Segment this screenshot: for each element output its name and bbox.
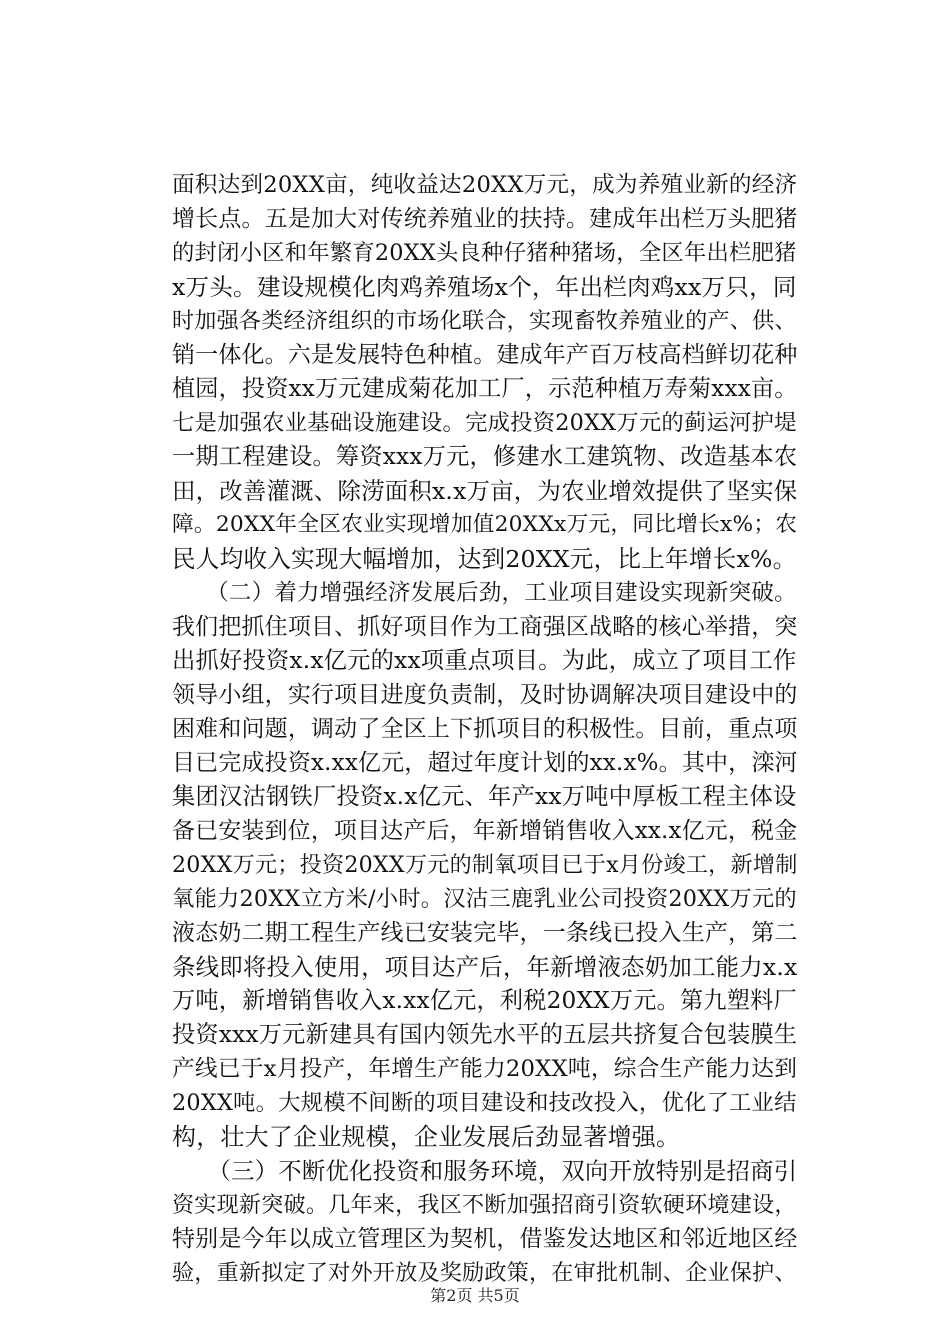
text-line: （三）不断优化投资和服务环境，双向开放特别是招商引 (172, 1157, 798, 1185)
text-line: 产线已于x月投产，年增生产能力20XX吨，综合生产能力达到 (172, 1056, 798, 1082)
text-line: 构，壮大了企业规模，企业发展后劲显著增强。 (172, 1123, 681, 1151)
text-line: 资实现新突破。几年来，我区不断加强招商引资软硬环境建设， (172, 1192, 797, 1218)
text-line: 七是加强农业基础设施建设。完成投资20XX万元的蓟运河护堤 (172, 410, 797, 436)
text-line: （二）着力增强经济发展后劲，工业项目建设实现新突破。 (172, 580, 797, 606)
text-line: 植园，投资xx万元建成菊花加工厂，示范种植万寿菊xxx亩。 (172, 376, 798, 402)
text-line: 民人均收入实现大幅增加，达到20XX元，比上年增长x%。 (172, 545, 797, 573)
text-line: 备已安装到位，项目达产后，年新增销售收入xx.x亿元，税金 (172, 818, 798, 844)
text-line: 投资xxx万元新建具有国内领先水平的五层共挤复合包装膜生 (172, 1021, 798, 1048)
page-footer: 第2页 共5页 (430, 1286, 520, 1305)
text-line: 万吨，新增销售收入x.xx亿元，利税20XX万元。第九塑料厂 (172, 987, 797, 1014)
text-line: 条线即将投入使用，项目达产后，年新增液态奶加工能力x.x (172, 953, 798, 981)
text-line: 出抓好投资x.x亿元的xx项重点项目。为此，成立了项目工作 (172, 647, 797, 674)
text-line: 我们把抓住项目、抓好项目作为工商强区战略的核心举措，突 (172, 614, 798, 640)
text-line: 目已完成投资x.xx亿元，超过年度计划的xx.x%。其中，滦河 (172, 750, 798, 776)
text-line: 销一体化。六是发展特色种植。建成年产百万枝高档鲜切花种 (172, 342, 798, 368)
text-line: 领导小组，实行项目进度负责制，及时协调解决项目建设中的 (172, 682, 798, 708)
text-line: 20XX万元；投资20XX万元的制氧项目已于x月份竣工，新增制 (172, 852, 798, 878)
text-line: 增长点。五是加大对传统养殖业的扶持。建成年出栏万头肥猪 (172, 206, 798, 232)
text-line: 验，重新拟定了对外开放及奖励政策，在审批机制、企业保护、 (172, 1260, 797, 1286)
text-line: 氧能力20XX立方米/小时。汉沽三鹿乳业公司投资20XX万元的 (172, 886, 797, 912)
text-line: 一期工程建设。筹资xxx万元，修建水工建筑物、改造基本农 (172, 443, 798, 470)
text-line: 的封闭小区和年繁育20XX头良种仔猪种猪场，全区年出栏肥猪 (172, 240, 797, 266)
text-line: 时加强各类经济组织的市场化联合，实现畜牧养殖业的产、供、 (172, 308, 797, 334)
text-line: 集团汉沽钢铁厂投资x.x亿元、年产xx万吨中厚板工程主体设 (172, 783, 797, 810)
document-body (172, 168, 797, 1290)
text-line: x万头。建设规模化肉鸡养殖场x个，年出栏肉鸡xx万只，同 (172, 273, 797, 301)
text-line: 面积达到20XX亩，纯收益达20XX万元，成为养殖业新的经济 (172, 172, 798, 198)
text-line: 田，改善灌溉、除涝面积x.x万亩，为农业增效提供了坚实保 (172, 477, 798, 505)
text-line: 20XX吨。大规模不间断的项目建设和技改投入，优化了工业结 (172, 1090, 797, 1116)
text-line: 障。20XX年全区农业实现增加值20XXx万元，同比增长x%；农 (172, 512, 798, 537)
text-line: 特别是今年以成立管理区为契机，借鉴发达地区和邻近地区经 (172, 1226, 798, 1252)
text-line: 困难和问题，调动了全区上下抓项目的积极性。目前，重点项 (172, 716, 798, 742)
text-line: 液态奶二期工程生产线已安装完毕，一条线已投入生产，第二 (172, 920, 798, 946)
